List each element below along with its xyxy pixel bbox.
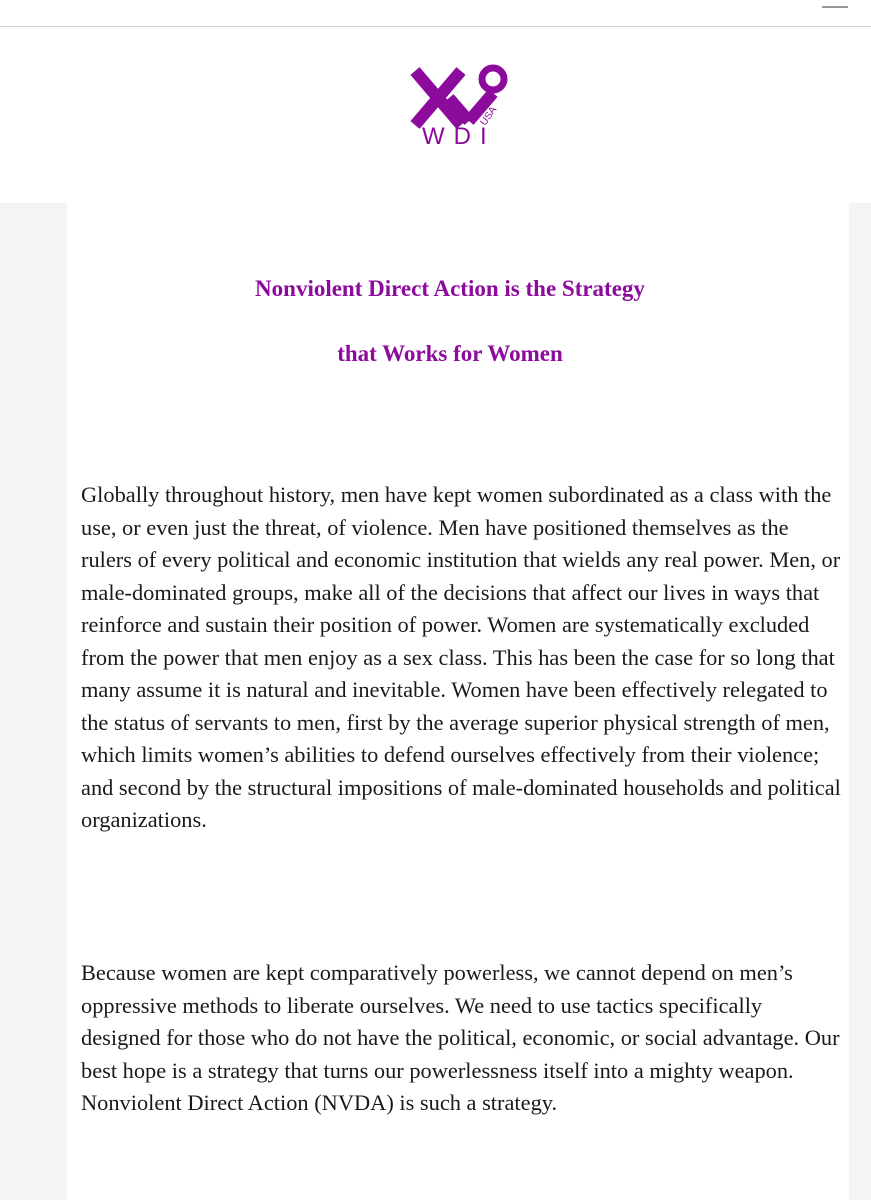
logo-sub-text: USA [478, 104, 500, 128]
article-title-line-2: that Works for Women [337, 341, 563, 366]
top-toolbar [0, 0, 871, 27]
article-body [67, 203, 849, 1200]
article-paragraph-2: Because women are kept comparatively powerless, we cannot depend on men’s oppressive methods to liberate ourselves. We need to use tactics specifically designed for those who do not have the political, economic, or social advantage. Our best hope is a strategy that turns our powerlessness itself into a mighty weapon. Nonviolent Direct Action (NVDA) is such a strategy. [81, 960, 840, 1115]
menu-icon[interactable] [822, 6, 848, 8]
right-margin [849, 203, 871, 1200]
logo-wordmark: WDI [422, 123, 496, 150]
article-title-line-1: Nonviolent Direct Action is the Strategy [255, 276, 645, 301]
left-margin [0, 203, 67, 1200]
article-paragraph-1: Globally throughout history, men have kept women subordinated as a class with the use, or even just the threat, of violence. Men have positioned themselves as the rulers of every political and economic institution that wields any real power. Men, or male-dominated groups, make all of the decisions that affect our lives in ways that reinforce and sustain their position of power. Women are systematically excluded from the power that men enjoy as a sex class. This has been the case for so long that many assume it is natural and inevitable. Women have been effectively relegated to the status of servants to men, first by the average superior physical strength of men, which limits women’s abilities to defend ourselves effectively from their violence; and second by the structural impositions of male-dominated households and political organizations. [81, 482, 841, 832]
site-header [0, 27, 871, 203]
